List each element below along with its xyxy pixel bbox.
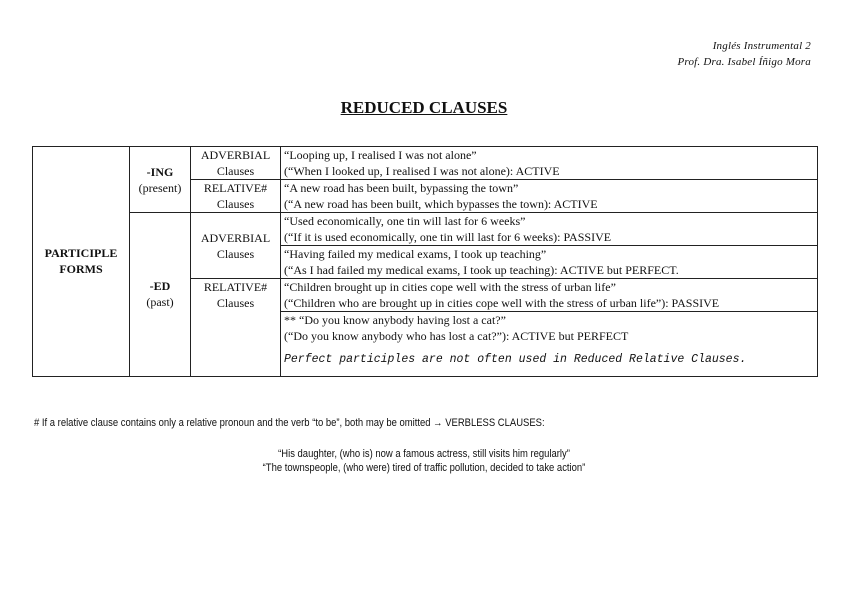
ed-adverbial-cell — [191, 213, 281, 279]
clause-type-label: RELATIVE# — [203, 181, 268, 195]
clause-type-sub: Clauses — [216, 246, 255, 261]
page-title: REDUCED CLAUSES — [340, 98, 508, 117]
example-expansion: (“When I looked up, I realised I was not alone): ACTIVE — [284, 164, 560, 178]
example-sentence: “A new road has been built, bypassing the town” — [284, 181, 519, 195]
example-expansion: (“Children who are brought up in cities cope well with the stress of urban life”): PASSIVE — [284, 296, 720, 310]
ed-form-label: -ED — [149, 279, 171, 294]
example-sentence: “Children brought up in cities cope well with the stress of urban life” — [284, 280, 616, 294]
ing-adverbial-cell — [191, 147, 281, 180]
ed-adverbial-example-1 — [281, 213, 818, 246]
clause-type-label: ADVERBIAL — [200, 148, 271, 162]
example-sentence: “Used economically, one tin will last for 6 weeks” — [284, 214, 526, 228]
clause-type-sub: Clauses — [216, 164, 255, 178]
ed-relative-example-1 — [281, 279, 818, 312]
example-sentence: “Having failed my medical exams, I took up teaching” — [284, 247, 547, 261]
example-expansion: (“A new road has been built, which bypasses the town): ACTIVE — [284, 197, 598, 211]
reduced-clauses-table — [32, 146, 818, 377]
professor-name: Prof. Dra. Isabel Íñigo Mora — [677, 56, 811, 68]
clause-type-label: RELATIVE# — [203, 280, 268, 294]
participle-forms-label: PARTICIPLE FORMS — [33, 147, 130, 377]
document-header — [677, 38, 811, 70]
ing-relative-example — [281, 180, 818, 213]
verbless-example-1: “His daughter, (who is) now a famous actress, still visits him regularly” — [278, 448, 570, 460]
clause-type-sub: Clauses — [216, 296, 255, 310]
example-expansion: (“If it is used economically, one tin will last for 6 weeks): PASSIVE — [284, 230, 612, 244]
perfect-participle-note: Perfect participles are not often used in Reduced Relative Clauses. — [281, 344, 818, 376]
ed-relative-cell — [191, 279, 281, 377]
ed-form-cell — [130, 213, 191, 377]
example-expansion: (“Do you know anybody who has lost a cat?”): ACTIVE but PERFECT — [284, 329, 629, 343]
ing-adverbial-example — [281, 147, 818, 180]
clause-type-sub: Clauses — [216, 197, 255, 211]
ed-relative-example-2 — [281, 312, 818, 345]
verbless-example-2: “The townspeople, (who were) tired of traffic pollution, decided to take action” — [262, 462, 586, 474]
ed-adverbial-example-2 — [281, 246, 818, 279]
course-name: Inglés Instrumental 2 — [712, 40, 811, 52]
verbless-footnote: # If a relative clause contains only a relative pronoun and the verb “to be”, both may be omitted → VERBLESS CLAUSES: — [34, 417, 545, 429]
example-expansion: (“As I had failed my medical exams, I took up teaching): ACTIVE but PERFECT. — [284, 263, 679, 277]
ing-form-label: -ING — [146, 164, 174, 179]
example-sentence: ** “Do you know anybody having lost a cat?” — [284, 313, 506, 327]
ing-form-cell — [130, 147, 191, 213]
clause-type-label: ADVERBIAL — [200, 230, 271, 245]
example-sentence: “Looping up, I realised I was not alone” — [284, 148, 477, 162]
ing-form-sub: (present) — [138, 180, 182, 195]
ing-relative-cell — [191, 180, 281, 213]
ed-form-sub: (past) — [146, 295, 174, 310]
